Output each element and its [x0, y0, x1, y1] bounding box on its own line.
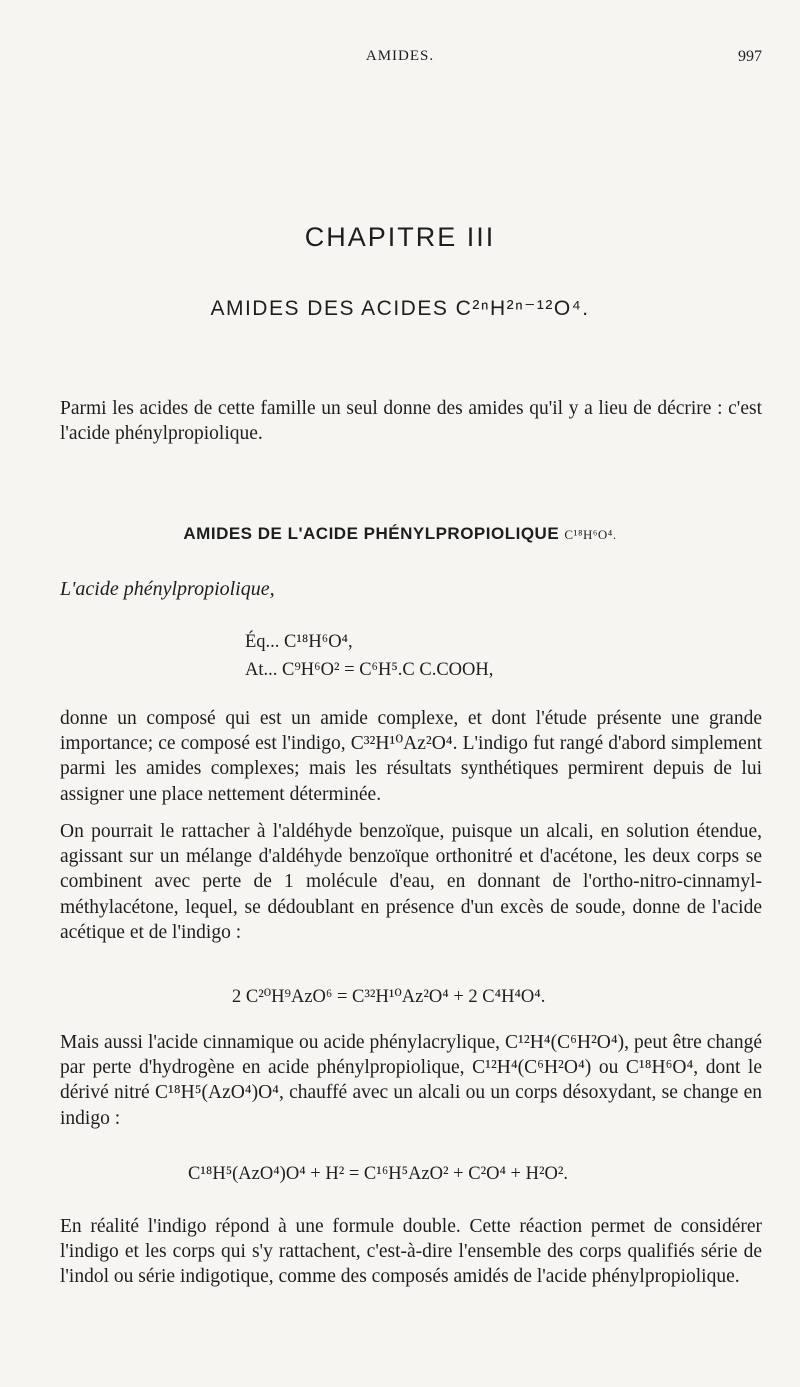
subsection-formula: C¹⁸H⁶O⁴.: [564, 527, 617, 542]
paragraph-cinnamic: Mais aussi l'acide cinnamique ou acide phénylacrylique, C¹²H⁴(C⁶H²O⁴), peut être changé par perte d'hydrogène en acide phénylpropiolique, C¹²H⁴(C⁶H²O⁴) ou C¹⁸H⁶O⁴, dont le dérivé nitré C¹⁸H⁵(AzO⁴)O⁴, chauffé avec un alcali ou un corps désoxydant, se change en indigo :: [60, 1032, 762, 1129]
atomic-formula: At... C⁹H⁶O² = C⁶H⁵.C C.COOH,: [245, 660, 494, 680]
equation-one: 2 C²⁰H⁹AzO⁶ = C³²H¹⁰Az²O⁴ + 2 C⁴H⁴O⁴.: [232, 987, 546, 1007]
running-head: [0, 48, 800, 72]
subsection-title: AMIDES DE L'ACIDE PHÉNYLPROPIOLIQUE: [183, 524, 560, 543]
paragraph-aldehyde: On pourrait le rattacher à l'aldéhyde benzoïque, puisque un alcali, en solution étendue, agissant sur un mélange d'aldéhyde benzoïque orthonitré et d'acétone, les deux corps se combinent avec perte de 1 molécule d'eau, en donnant de l'ortho-nitro-cinnamyl-méthylacétone, lequel, se dédoublant en présence d'un excès de soude, donne de l'acide acétique et de l'indigo :: [60, 821, 762, 943]
chapter-heading: CHAPITRE III: [304, 222, 496, 252]
section-title: AMIDES DES ACIDES C²ⁿH²ⁿ⁻¹²O⁴.: [210, 297, 590, 320]
species-name: L'acide phénylpropiolique,: [60, 578, 275, 600]
intro-paragraph: Parmi les acides de cette famille un seul donne des amides qu'il y a lieu de décrire : c'est l'acide phénylpropiolique.: [60, 398, 762, 445]
equivalent-formula: Éq... C¹⁸H⁶O⁴,: [245, 632, 353, 652]
subsection-heading: [0, 524, 800, 544]
page-number: 997: [738, 48, 762, 65]
equation-two: C¹⁸H⁵(AzO⁴)O⁴ + H² = C¹⁶H⁵AzO² + C²O⁴ + H²O².: [188, 1164, 569, 1184]
paragraph-conclusion: En réalité l'indigo répond à une formule double. Cette réaction permet de considérer l'indigo et les corps qui s'y rattachent, c'est-à-dire l'ensemble des corps qualifiés série de l'indol ou série indigotique, comme des composés amidés de l'acide phénylpropiolique.: [60, 1216, 762, 1288]
paragraph-indigo: donne un composé qui est un amide complexe, et dont l'étude présente une grande importance; ce composé est l'indigo, C³²H¹⁰Az²O⁴. L'indigo fut rangé d'abord simplement parmi les amides complexes; mais les résultats synthétiques permirent depuis de lui assigner une place nettement déterminée.: [60, 708, 762, 805]
running-title: AMIDES.: [365, 48, 435, 64]
